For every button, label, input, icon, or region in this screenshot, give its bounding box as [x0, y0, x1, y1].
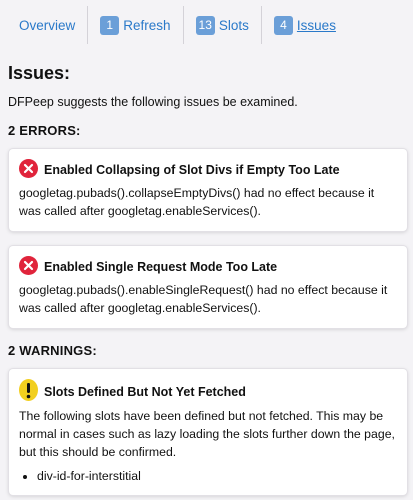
error-body: googletag.pubads().enableSingleRequest() had no effect because it was called after googletag.enableServices().	[19, 283, 388, 315]
undefined-slot-list	[19, 467, 397, 485]
top-nav	[0, 0, 413, 50]
page-title: Issues:	[8, 63, 71, 83]
warnings-heading: 2 WARNINGS:	[8, 343, 97, 358]
tab-slots[interactable]	[184, 6, 262, 44]
error-x-icon	[19, 159, 38, 181]
list-item: • div-id-for-interstitial	[37, 467, 397, 485]
error-body: googletag.pubads().collapseEmptyDivs() had no effect because it was called after googletag.enableServices().	[19, 186, 375, 218]
warning-card	[9, 369, 407, 495]
error-card	[9, 246, 407, 328]
warning-title-row	[19, 379, 397, 404]
error-title-row	[19, 256, 397, 278]
error-title-row	[19, 159, 397, 181]
refresh-count-badge: 1	[100, 16, 119, 35]
tab-overview-label: Overview	[19, 17, 76, 33]
warning-body: The following slots have been defined but not fetched. This may be normal in cases such as lazy loading the slots further down the page, but this should be confirmed.	[19, 409, 395, 459]
warning-title: Slots Defined But Not Yet Fetched	[44, 384, 246, 399]
tab-refresh[interactable]	[88, 6, 183, 44]
error-title: Enabled Single Request Mode Too Late	[44, 260, 278, 274]
tab-issues-label: Issues	[296, 17, 336, 33]
slots-count-badge: 13	[196, 16, 215, 35]
error-title: Enabled Collapsing of Slot Divs if Empty Too Late	[44, 163, 340, 177]
tab-issues[interactable]	[262, 6, 348, 44]
tab-slots-label: Slots	[218, 17, 249, 33]
tab-refresh-label: Refresh	[123, 17, 171, 33]
errors-heading: 2 ERRORS:	[8, 123, 81, 138]
tab-overview[interactable]	[0, 6, 88, 44]
error-card	[9, 149, 407, 231]
issues-count-badge: 4	[274, 16, 293, 35]
error-x-icon	[19, 256, 38, 278]
warning-exclamation-icon	[19, 379, 38, 404]
intro-text: DFPeep suggests the following issues be examined.	[8, 95, 298, 109]
